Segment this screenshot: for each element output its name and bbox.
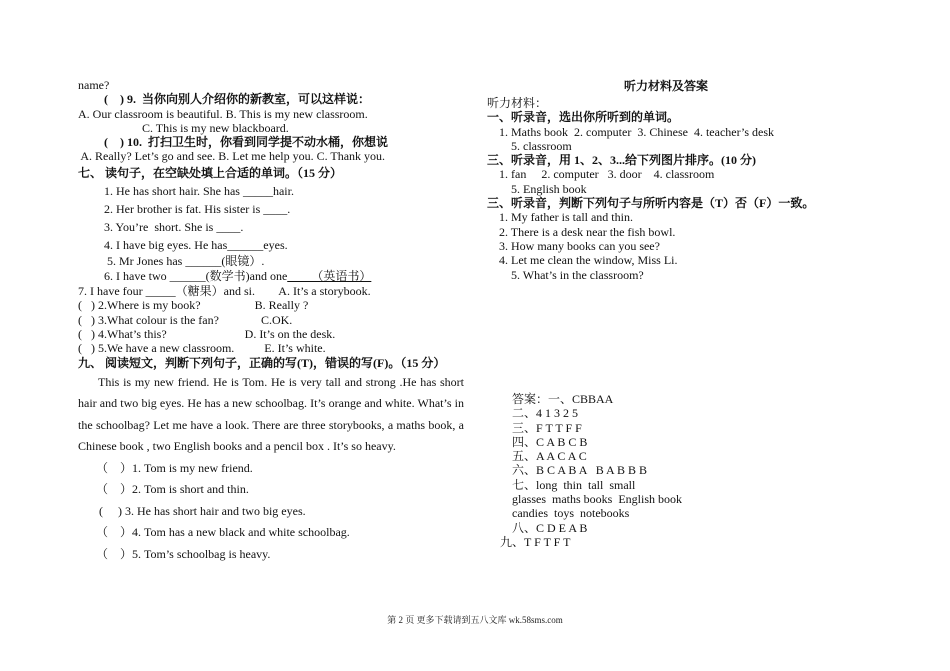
s7-item-2: 2. Her brother is fat. His sister is ____. bbox=[104, 201, 291, 216]
match-row-3: ( ) 3.What colour is the fan? C.OK. bbox=[78, 312, 293, 327]
q9-options-ab: A. Our classroom is beautiful. B. This is my new classroom. bbox=[78, 106, 368, 121]
answer-7-cont-1: glasses maths books English book bbox=[512, 492, 682, 507]
answer-3: 三、F T T F F bbox=[512, 420, 582, 435]
q9-question: ( ) 9. 当你向别人介绍你的新教室，可以这样说： bbox=[104, 92, 370, 107]
listening-part1-item5: 5. classroom bbox=[511, 138, 572, 153]
q10-question: ( ) 10. 打扫卫生时，你看到同学提不动水桶，你想说 bbox=[104, 135, 388, 150]
answer-8: 八、C D E A B bbox=[512, 520, 588, 535]
match-row-2: ( ) 2.Where is my book? B. Really ? bbox=[78, 298, 309, 313]
listening-part3a-title: 三、听录音，用 1、2、3...给下列图片排序。(10 分) bbox=[487, 153, 756, 168]
q8-tail: name? bbox=[78, 78, 110, 92]
s7-item-6-start: 6. I have two bbox=[104, 269, 170, 284]
listening-sentence-3: 3. How many books can you see? bbox=[499, 238, 660, 253]
answer-7-cont-2: candies toys notebooks bbox=[512, 506, 630, 521]
answer-5: 五、A A C A C bbox=[512, 449, 587, 464]
s7-item-4: 4. I have big eyes. He has______eyes. bbox=[104, 237, 288, 252]
listening-sentence-1: 1. My father is tall and thin. bbox=[499, 210, 633, 225]
answer-2: 二、4 1 3 2 5 bbox=[512, 406, 579, 421]
s7-item-7: 7. I have four _____（糖果）and si. A. It’s a storybook. bbox=[78, 284, 371, 299]
s7-item-6 bbox=[78, 268, 464, 284]
listening-part1-title: 一、听录音，选出你所听到的单词。 bbox=[487, 110, 680, 125]
s7-item-3: 3. You’re short. She is ____. bbox=[104, 219, 244, 234]
q9-option-c: C. This is my new blackboard. bbox=[142, 120, 289, 135]
listening-label: 听力材料： bbox=[487, 96, 548, 110]
page-footer: 第 2 页 更多下载请到五八文库 wk.58sms.com bbox=[387, 615, 563, 625]
listening-title: 听力材料及答案 bbox=[623, 79, 708, 93]
answer-4: 四、C A B C B bbox=[512, 434, 588, 449]
s7-item-5: 5. Mr Jones has ______(眼镜）. bbox=[104, 253, 265, 268]
listening-sentence-5: 5. What’s in the classroom? bbox=[511, 267, 644, 282]
listening-part3a-items: 1. fan 2. computer 3. door 4. classroom bbox=[499, 167, 715, 182]
listening-part3a-item5: 5. English book bbox=[511, 181, 587, 196]
tf-item-3: ( ) 3. He has short hair and two big eyes. bbox=[96, 503, 306, 518]
s7-item-6-mid: ______(数学书)and one bbox=[169, 269, 288, 284]
reading-passage: This is my new friend. He is Tom. He is very tall and strong .He has short hair and two big eyes. He has a new schoolbag. It’s orange and white. What’s in the schoolbag? Let me have a look. There are three storybooks, a maths book, a Chinese book , two English books and a pencil box . It’s so heavy. bbox=[78, 374, 464, 454]
listening-sentence-4: 4. Let me clean the window, Miss Li. bbox=[499, 253, 678, 268]
right-column bbox=[487, 78, 827, 282]
s7-item-1: 1. He has short hair. She has _____hair. bbox=[104, 183, 294, 198]
left-column bbox=[78, 78, 464, 565]
tf-item-4: （ ）4. Tom has a new black and white schoolbag. bbox=[96, 525, 350, 540]
tf-item-2: （ ）2. Tom is short and thin. bbox=[96, 482, 249, 497]
match-row-5: ( ) 5.We have a new classroom. E. It’s white. bbox=[78, 341, 326, 356]
tf-item-1: （ ）1. Tom is my new friend. bbox=[96, 460, 253, 475]
answer-7: 七、long thin tall small bbox=[512, 477, 636, 492]
answer-9: 九、T F T F T bbox=[500, 534, 571, 549]
listening-part3b-title: 三、听录音，判断下列句子与所听内容是（T）否（F）一致。 bbox=[487, 196, 815, 211]
q10-options: A. Really? Let’s go and see. B. Let me help you. C. Thank you. bbox=[78, 149, 386, 164]
answer-6: 六、B C A B A B A B B B bbox=[512, 463, 648, 478]
section9-title: 九、 阅读短文，判断下列句子，正确的写(T)，错误的写(F)。（15 分） bbox=[78, 355, 446, 370]
match-row-4: ( ) 4.What’s this? D. It’s on the desk. bbox=[78, 326, 336, 341]
s7-item-6-end: ____（英语书） bbox=[287, 269, 372, 284]
section7-title: 七、 读句子，在空缺处填上合适的单词。（15 分） bbox=[78, 165, 343, 180]
answer-1: 答案：一、CBBAA bbox=[512, 392, 614, 406]
answer-key bbox=[500, 392, 812, 549]
tf-item-5: （ ）5. Tom’s schoolbag is heavy. bbox=[96, 546, 271, 561]
listening-sentence-2: 2. There is a desk near the fish bowl. bbox=[499, 224, 676, 239]
listening-part1-items: 1. Maths book 2. computer 3. Chinese 4. teacher’s desk bbox=[499, 124, 775, 139]
